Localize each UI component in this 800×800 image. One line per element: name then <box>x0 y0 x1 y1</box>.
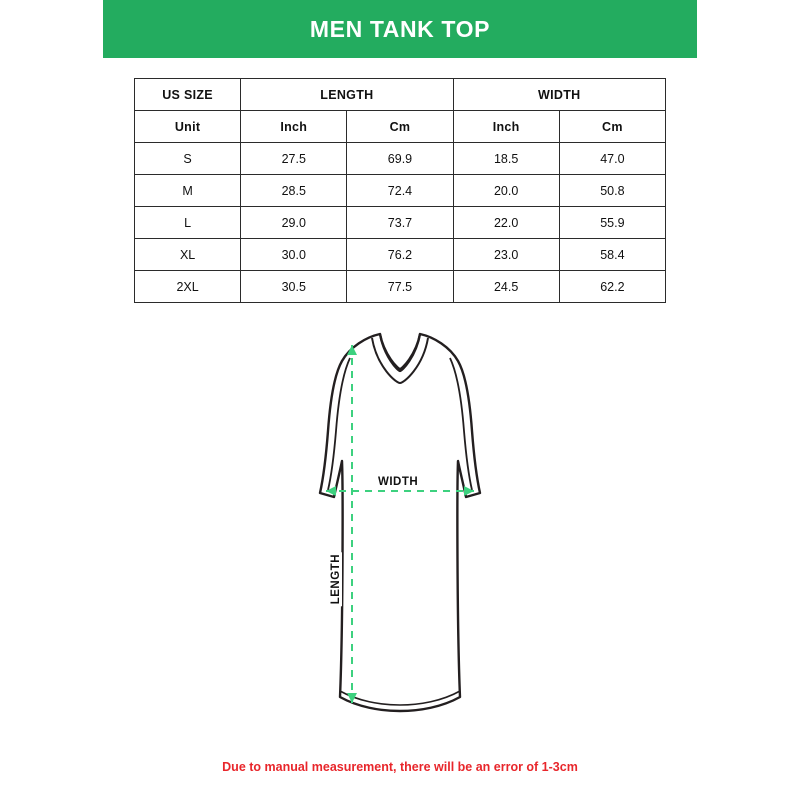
cell-length-inch: 27.5 <box>241 143 347 175</box>
header-cell-unit: Unit <box>135 111 241 143</box>
table-row <box>135 175 666 207</box>
cell-width-inch: 18.5 <box>453 143 559 175</box>
cell-width-inch: 22.0 <box>453 207 559 239</box>
table-row <box>135 239 666 271</box>
table-row <box>135 143 666 175</box>
cell-width-cm: 50.8 <box>559 175 665 207</box>
cell-length-cm: 72.4 <box>347 175 453 207</box>
cell-size: M <box>135 175 241 207</box>
header-cell-width-cm: Cm <box>559 111 665 143</box>
size-chart-table <box>134 78 666 303</box>
cell-length-inch: 28.5 <box>241 175 347 207</box>
cell-size: S <box>135 143 241 175</box>
header-cell-length: LENGTH <box>241 79 453 111</box>
cell-width-cm: 55.9 <box>559 207 665 239</box>
garment-diagram <box>280 325 520 725</box>
tank-top-illustration <box>280 325 520 725</box>
header-cell-length-inch: Inch <box>241 111 347 143</box>
cell-length-inch: 30.5 <box>241 271 347 303</box>
table-unit-row <box>135 111 666 143</box>
cell-length-inch: 30.0 <box>241 239 347 271</box>
cell-width-inch: 20.0 <box>453 175 559 207</box>
cell-width-cm: 62.2 <box>559 271 665 303</box>
cell-width-cm: 58.4 <box>559 239 665 271</box>
table-row <box>135 271 666 303</box>
cell-width-cm: 47.0 <box>559 143 665 175</box>
header-cell-width-inch: Inch <box>453 111 559 143</box>
header-cell-width: WIDTH <box>453 79 665 111</box>
header-cell-us-size: US SIZE <box>135 79 241 111</box>
cell-length-cm: 77.5 <box>347 271 453 303</box>
width-label: WIDTH <box>374 476 422 488</box>
cell-width-inch: 23.0 <box>453 239 559 271</box>
cell-size: 2XL <box>135 271 241 303</box>
header-cell-length-cm: Cm <box>347 111 453 143</box>
header-banner <box>103 0 697 58</box>
table-row <box>135 207 666 239</box>
measurement-disclaimer: Due to manual measurement, there will be an error of 1-3cm <box>222 760 578 774</box>
page-title: MEN TANK TOP <box>309 15 491 42</box>
cell-length-inch: 29.0 <box>241 207 347 239</box>
cell-length-cm: 76.2 <box>347 239 453 271</box>
table-group-header-row <box>135 79 666 111</box>
cell-length-cm: 69.9 <box>347 143 453 175</box>
size-chart-table-container <box>134 78 666 303</box>
cell-size: XL <box>135 239 241 271</box>
cell-length-cm: 73.7 <box>347 207 453 239</box>
cell-size: L <box>135 207 241 239</box>
cell-width-inch: 24.5 <box>453 271 559 303</box>
length-label: LENGTH <box>330 554 342 605</box>
